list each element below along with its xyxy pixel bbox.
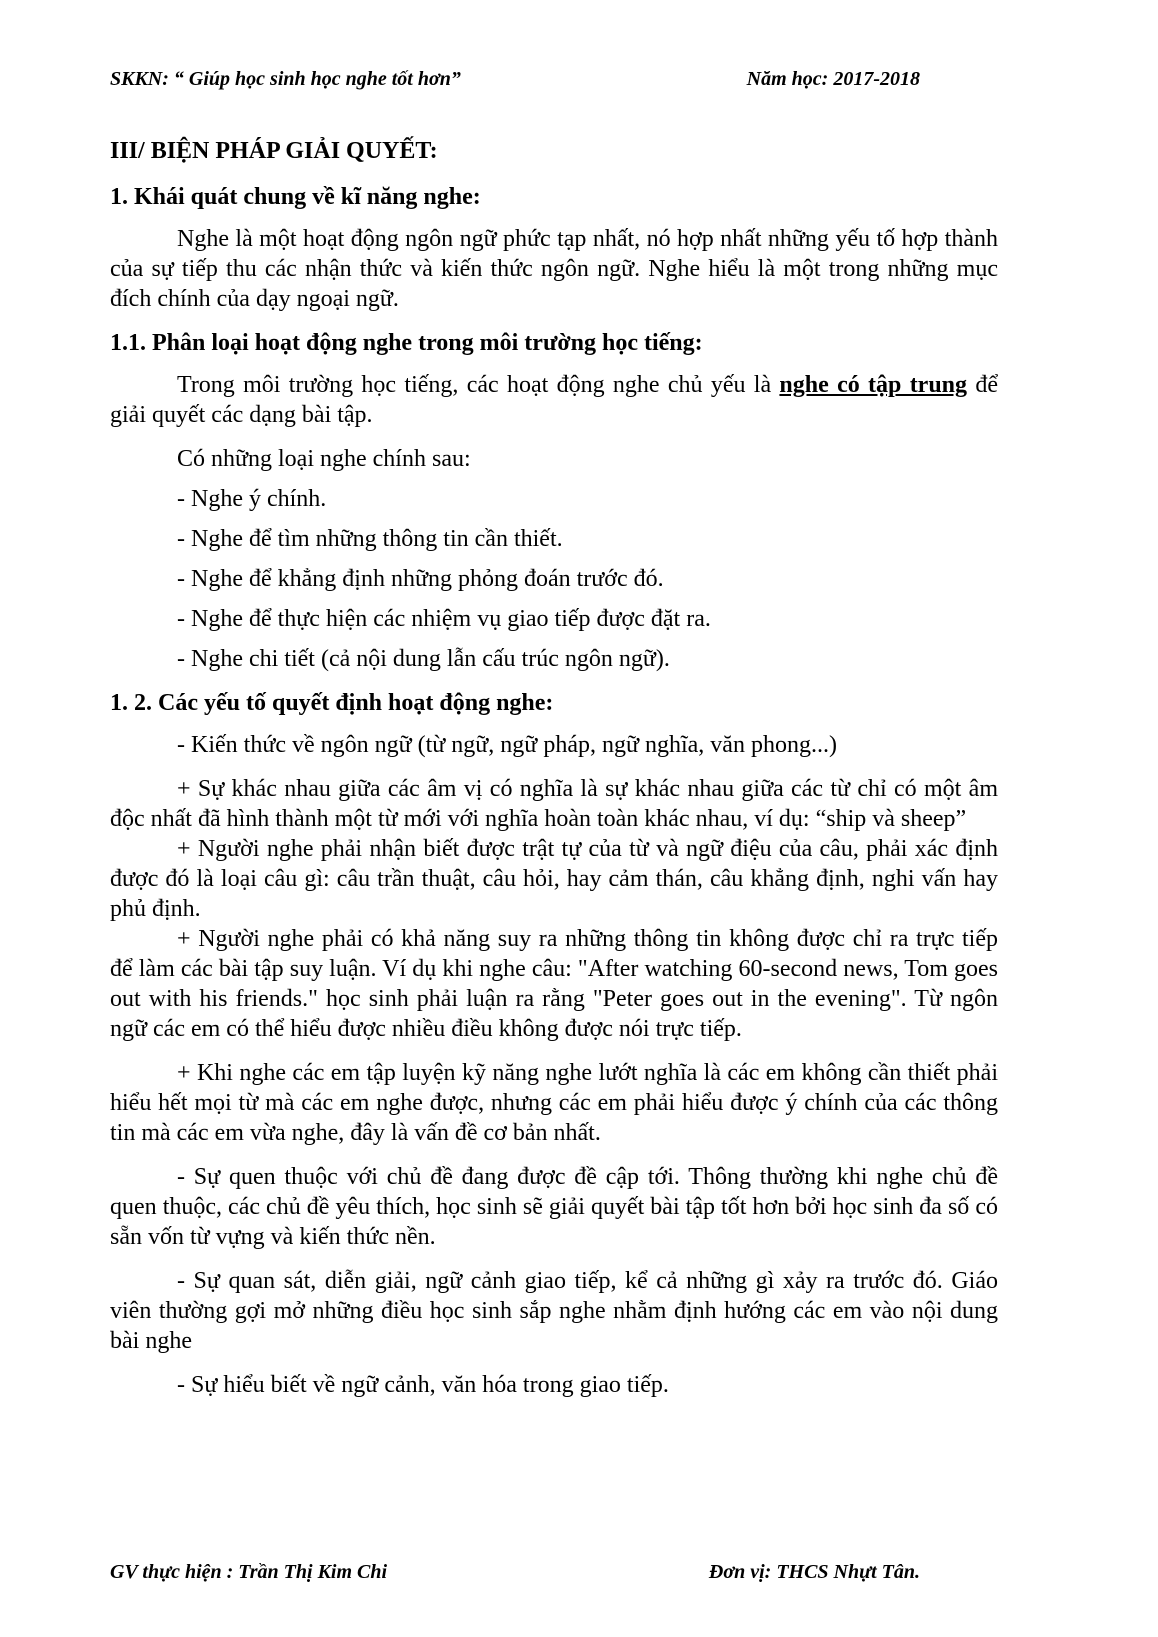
header-title: SKKN: “ Giúp học sinh học nghe tốt hơn” bbox=[110, 68, 461, 90]
list-item: - Nghe chi tiết (cả nội dung lẫn cấu trúc ngôn ngữ). bbox=[177, 646, 670, 672]
emphasis-focused-listening: nghe có tập trung bbox=[779, 372, 968, 398]
heading-1: 1. Khái quát chung về kĩ năng nghe: bbox=[110, 184, 481, 210]
paragraph-2 bbox=[110, 370, 998, 430]
list-item: - Nghe để thực hiện các nhiệm vụ giao tiếp được đặt ra. bbox=[177, 606, 711, 632]
list-item: - Nghe để tìm những thông tin cần thiết. bbox=[177, 526, 563, 552]
header-school-year: Năm học: 2017-2018 bbox=[746, 68, 920, 90]
paragraph-3: Có những loại nghe chính sau: bbox=[177, 446, 471, 472]
page-header bbox=[110, 68, 920, 91]
footer-teacher: GV thực hiện : Trần Thị Kim Chi bbox=[110, 1561, 388, 1583]
paragraph-11: - Sự hiểu biết về ngữ cảnh, văn hóa trong giao tiếp. bbox=[177, 1372, 669, 1398]
paragraph-9: - Sự quen thuộc với chủ đề đang được đề cập tới. Thông thường khi nghe chủ đề quen thuộc, các chủ đề yêu thích, học sinh sẽ giải quyết bài tập tốt hơn bởi học sinh đa số có sẵn vốn từ vựng và kiến thức nền. bbox=[110, 1164, 998, 1250]
paragraph-6: + Người nghe phải nhận biết được trật tự của từ và ngữ điệu của câu, phải xác định được đó là loại câu gì: câu trần thuật, câu hỏi, hay cảm thán, câu khẳng định, nghi vấn hay phủ định. bbox=[110, 836, 998, 922]
paragraph-7: + Người nghe phải có khả năng suy ra những thông tin không được chỉ ra trực tiếp để làm các bài tập suy luận. Ví dụ khi nghe câu: "After watching 60-second news, Tom goes out with his friends." học sinh phải luận ra rằng "Peter goes out in the evening". Từ ngôn ngữ các em có thể hiểu được nhiều điều không được nói trực tiếp. bbox=[110, 926, 998, 1042]
document-body bbox=[110, 136, 998, 1400]
footer-unit: Đơn vị: THCS Nhựt Tân. bbox=[708, 1561, 920, 1583]
paragraph-10: - Sự quan sát, diễn giải, ngữ cảnh giao tiếp, kể cả những gì xảy ra trước đó. Giáo viên thường gợi mở những điều học sinh sắp nghe nhằm định hướng các em vào nội dung bài nghe bbox=[110, 1268, 998, 1354]
paragraph-4: - Kiến thức về ngôn ngữ (từ ngữ, ngữ pháp, ngữ nghĩa, văn phong...) bbox=[177, 732, 837, 758]
paragraph-8: + Khi nghe các em tập luyện kỹ năng nghe lướt nghĩa là các em không cần thiết phải hiểu hết mọi từ mà các em nghe được, nhưng các em phải hiểu được ý chính của các thông tin mà các em vừa nghe, đây là vấn đề cơ bản nhất. bbox=[110, 1060, 998, 1146]
paragraph-1: Nghe là một hoạt động ngôn ngữ phức tạp nhất, nó hợp nhất những yếu tố hợp thành của sự tiếp thu các nhận thức và kiến thức ngôn ngữ. Nghe hiểu là một trong những mục đích chính của dạy ngoại ngữ. bbox=[110, 226, 998, 312]
heading-1-2: 1. 2. Các yếu tố quyết định hoạt động nghe: bbox=[110, 690, 554, 716]
section-title: III/ BIỆN PHÁP GIẢI QUYẾT: bbox=[110, 138, 438, 164]
list-item: - Nghe ý chính. bbox=[177, 486, 327, 512]
list-item: - Nghe để khẳng định những phỏng đoán trước đó. bbox=[177, 566, 664, 592]
paragraph-2-end: để giải quyết các dạng bài tập. bbox=[110, 372, 998, 428]
paragraph-5: + Sự khác nhau giữa các âm vị có nghĩa là sự khác nhau giữa các từ chỉ có một âm độc nhất đã hình thành một từ mới với nghĩa hoàn toàn khác nhau, ví dụ: “ship và sheep” bbox=[110, 776, 998, 832]
paragraph-2-start: Trong môi trường học tiếng, các hoạt động nghe chủ yếu là bbox=[177, 372, 780, 398]
heading-1-1: 1.1. Phân loại hoạt động nghe trong môi trường học tiếng: bbox=[110, 330, 703, 356]
page-footer bbox=[110, 1561, 920, 1584]
